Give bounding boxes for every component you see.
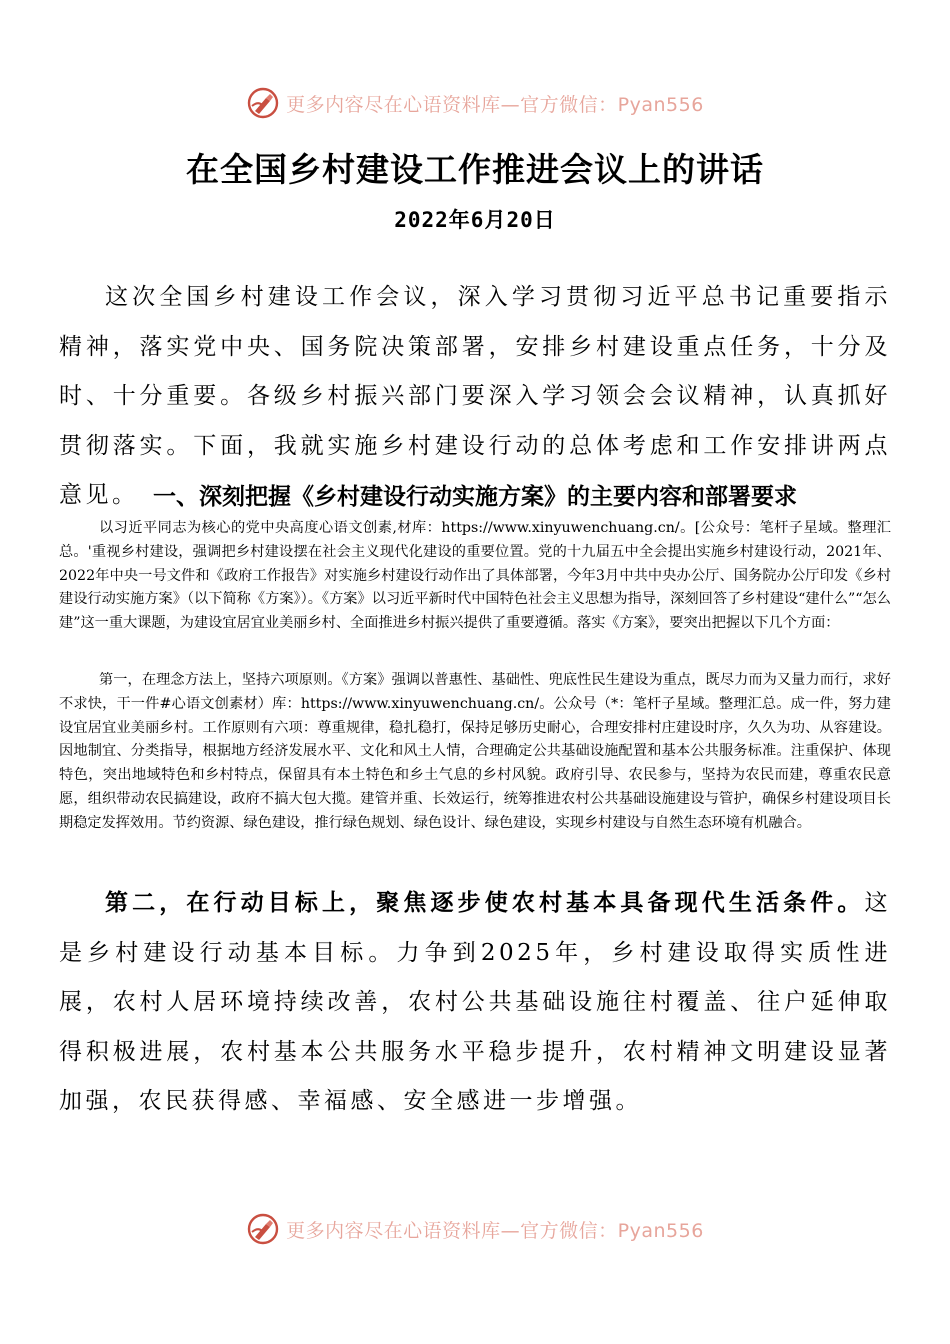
watermark-text: 更多内容尽在心语资料库—官方微信：Pyan556 [286,1219,704,1242]
paragraph-4-lead: 第二，在行动目标上，聚焦逐步使农村基本具备现代生活条件。 [105,889,865,916]
pen-logo-icon [246,86,280,120]
document-date: 2022年6月20日 [394,208,556,232]
document-title: 在全国乡村建设工作推进会议上的讲话 [186,150,764,189]
section-heading-1: 一、深刻把握《乡村建设行动实施方案》的主要内容和部署要求 [153,484,797,510]
header-watermark-banner [0,86,950,120]
pen-logo-icon [246,1212,280,1246]
body-paragraph-2: 以习近平同志为核心的党中央高度心语文创素,材库：https://www.xinyuwenchuang.cn/。[公众号：笔杆子星域。整理汇总。'重视乡村建设，强调把乡村建设摆在社会主义现代化建设的重要位置。党的十九届五中全会提出实施乡村建设行动，2021年、2022年中央一号文件和《政府工作报告》对实施乡村建设行动作出了具体部署，今年3月中共中央办公厅、国务院办公厅印发《乡村建设行动实施方案》（以下简称《方案》）。《方案》以习近平新时代中国特色社会主义思想为指导，深刻回答了乡村建设“建什么”“怎么建”这一重大课题，为建设宜居宜业美丽乡村、全面推进乡村振兴提供了重要遵循。落实《方案》，要突出把握以下几个方面： [59,520,891,632]
body-paragraph-4 [59,878,891,1127]
paragraph-4-text: 这是乡村建设行动基本目标。力争到2025年，乡村建设取得实质性进展，农村人居环境持续改善，农村公共基础设施往村覆盖、往户延伸取得积极进展，农村基本公共服务水平稳步提升，农村精神文明建设显著加强，农民获得感、幸福感、安全感进一步增强。 [59,890,891,1114]
body-paragraph-3: 第一，在理念方法上，坚持六项原则。《方案》强调以普惠性、基础性、兜底性民生建设为重点，既尽力而为又量力而行，求好不求快，干一件#心语文创素材）库：https://www.xinyuwenchuang.cn/。公众号（*：笔杆子星域。整理汇总。成一件，努力建设宜居宜业美丽乡村。工作原则有六项：尊重规律，稳扎稳打，保持足够历史耐心，合理安排村庄建设时序，久久为功、从容建设。因地制宜、分类指导，根据地方经济发展水平、文化和风土人情，合理确定公共基础设施配置和基本公共服务标准。注重保护、体现特色，突出地域特色和乡村特点，保留具有本土特色和乡土气息的乡村风貌。政府引导、农民参与，坚持为农民而建，尊重农民意愿，组织带动农民搞建设，政府不搞大包大揽。建管并重、长效运行，统筹推进农村公共基础设施建设与管护，确保乡村建设项目长期稳定发挥效用。节约资源、绿色建设，推行绿色规划、绿色设计、绿色建设，实现乡村建设与自然生态环境有机融合。 [59,672,891,831]
intro-paragraph: 这次全国乡村建设工作会议，深入学习贯彻习近平总书记重要指示精神，落实党中央、国务院决策部署，安排乡村建设重点任务，十分及时、十分重要。各级乡村振兴部门要深入学习领会会议精神，认真抓好贯彻落实。下面，我就实施乡村建设行动的总体考虑和工作安排讲两点意见。 [59,284,891,508]
watermark-text: 更多内容尽在心语资料库—官方微信：Pyan556 [286,93,704,116]
footer-watermark-banner [0,1212,950,1246]
